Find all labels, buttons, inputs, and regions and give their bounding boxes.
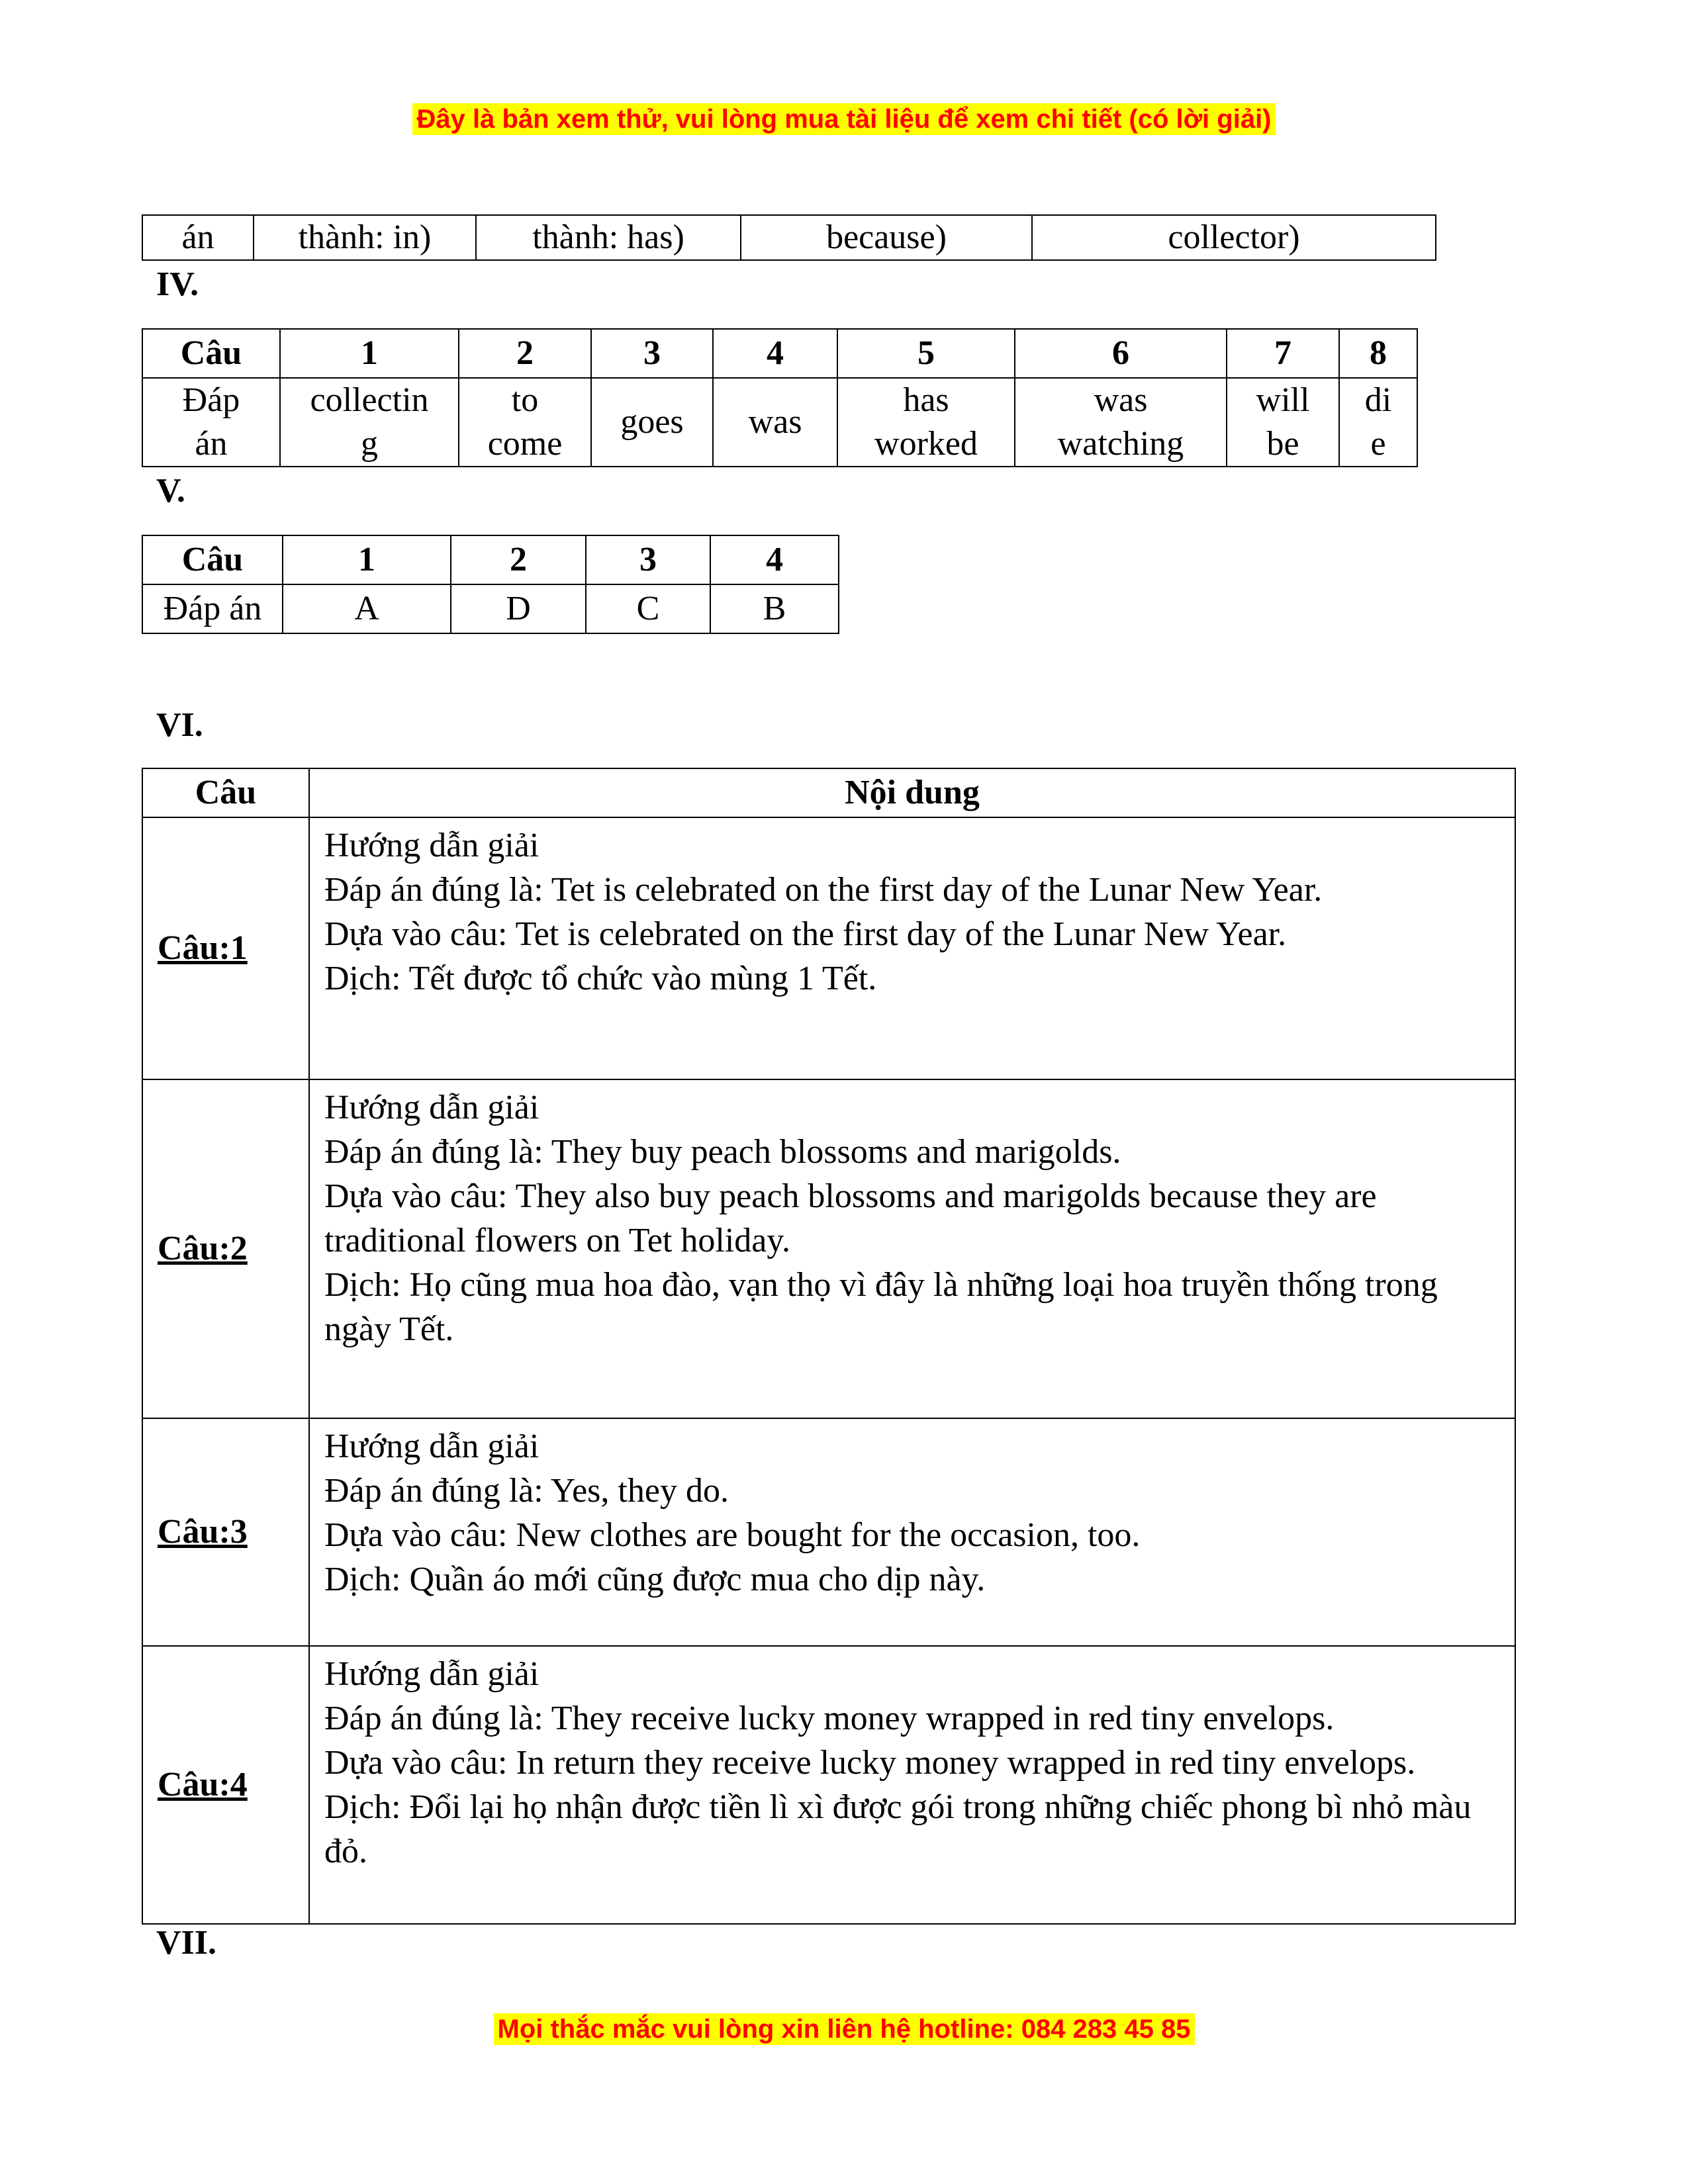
table-row xyxy=(142,817,1515,1079)
table-header-cell: 2 xyxy=(459,329,591,378)
table-row xyxy=(142,215,1436,260)
footer-banner xyxy=(0,2015,1688,2044)
table-header-cell: 2 xyxy=(451,535,586,584)
table-cell: will be xyxy=(1227,378,1339,467)
explanation-line: Hướng dẫn giải xyxy=(324,1655,539,1693)
table-cell: thành: has) xyxy=(476,215,741,260)
table-cell: án xyxy=(142,215,254,260)
explanation-line: Dịch: Quần áo mới cũng được mua cho dịp này. xyxy=(324,1561,986,1598)
table-cell: C xyxy=(586,584,710,633)
table-header-row xyxy=(142,535,839,584)
table-header-cell: 4 xyxy=(710,535,839,584)
answer-table-iii-tail xyxy=(142,214,1436,261)
explanation-line: Dịch: Tết được tổ chức vào mùng 1 Tết. xyxy=(324,960,877,997)
explanation-line: Hướng dẫn giải xyxy=(324,827,539,864)
table-header-row xyxy=(142,329,1417,378)
explanation-line: Đáp án đúng là: Yes, they do. xyxy=(324,1472,729,1510)
explanation-line: Dựa vào câu: They also buy peach blossoms and marigolds because they are traditional flowers on Tet holiday. xyxy=(324,1177,1377,1259)
table-header-cell: Câu xyxy=(142,768,309,817)
table-cell: has worked xyxy=(837,378,1015,467)
answer-table-v xyxy=(142,535,839,634)
table-row xyxy=(142,1646,1515,1924)
section-heading-v: V. xyxy=(156,472,185,510)
table-header-cell: 1 xyxy=(283,535,451,584)
table-cell: was watching xyxy=(1015,378,1227,467)
table-row xyxy=(142,584,839,633)
table-cell: A xyxy=(283,584,451,633)
table-cell: collector) xyxy=(1032,215,1436,260)
table-cell: Đáp án xyxy=(142,584,283,633)
table-cell: goes xyxy=(591,378,713,467)
header-banner-text: Đây là bản xem thử, vui lòng mua tài liệu để xem chi tiết (có lời giải) xyxy=(412,103,1275,135)
table-cell: was xyxy=(713,378,837,467)
explanation-line: Đáp án đúng là: They receive lucky money wrapped in red tiny envelops. xyxy=(324,1700,1335,1737)
table-cell: because) xyxy=(741,215,1032,260)
section-heading-iv: IV. xyxy=(156,265,199,303)
table-cell: di e xyxy=(1339,378,1417,467)
explanation-line: Dựa vào câu: In return they receive lucky money wrapped in red tiny envelops. xyxy=(324,1744,1416,1782)
explanation-line: Dựa vào câu: New clothes are bought for the occasion, too. xyxy=(324,1516,1141,1554)
table-cell: B xyxy=(710,584,839,633)
header-banner xyxy=(0,105,1688,134)
explanation-cell xyxy=(309,1079,1515,1418)
table-cell: Đáp án xyxy=(142,378,280,467)
table-header-cell: 4 xyxy=(713,329,837,378)
question-label: Câu:2 xyxy=(142,1079,309,1418)
table-header-cell: 5 xyxy=(837,329,1015,378)
table-cell: thành: in) xyxy=(254,215,476,260)
table-row xyxy=(142,1079,1515,1418)
explanation-line: Hướng dẫn giải xyxy=(324,1428,539,1465)
table-cell: to come xyxy=(459,378,591,467)
table-header-row xyxy=(142,768,1515,817)
explanation-cell xyxy=(309,1646,1515,1924)
answer-table-iv xyxy=(142,328,1418,467)
table-row xyxy=(142,1418,1515,1646)
explanation-cell xyxy=(309,1418,1515,1646)
table-header-cell: 8 xyxy=(1339,329,1417,378)
explanation-cell xyxy=(309,817,1515,1079)
explanation-table-vi xyxy=(142,768,1516,1925)
question-label: Câu:3 xyxy=(142,1418,309,1646)
footer-banner-text: Mọi thắc mắc vui lòng xin liên hệ hotline: 084 283 45 85 xyxy=(494,2013,1195,2045)
section-heading-vi: VI. xyxy=(156,706,203,744)
explanation-line: Dịch: Họ cũng mua hoa đào, vạn thọ vì đây là những loại hoa truyền thống trong ngày Tết. xyxy=(324,1266,1438,1348)
table-header-cell: 3 xyxy=(591,329,713,378)
explanation-line: Đáp án đúng là: They buy peach blossoms and marigolds. xyxy=(324,1133,1121,1171)
table-row xyxy=(142,378,1417,467)
table-header-cell: 3 xyxy=(586,535,710,584)
table-header-cell: Câu xyxy=(142,329,280,378)
explanation-line: Hướng dẫn giải xyxy=(324,1089,539,1126)
explanation-line: Dựa vào câu: Tet is celebrated on the first day of the Lunar New Year. xyxy=(324,915,1287,953)
table-header-cell: 1 xyxy=(280,329,459,378)
question-label: Câu:4 xyxy=(142,1646,309,1924)
table-cell: collectin g xyxy=(280,378,459,467)
explanation-line: Dịch: Đổi lại họ nhận được tiền lì xì được gói trong những chiếc phong bì nhỏ màu đỏ. xyxy=(324,1788,1472,1870)
table-header-cell: 6 xyxy=(1015,329,1227,378)
question-label: Câu:1 xyxy=(142,817,309,1079)
table-cell: D xyxy=(451,584,586,633)
section-heading-vii: VII. xyxy=(156,1924,217,1962)
table-header-cell: 7 xyxy=(1227,329,1339,378)
table-header-cell: Nội dung xyxy=(309,768,1515,817)
explanation-line: Đáp án đúng là: Tet is celebrated on the first day of the Lunar New Year. xyxy=(324,871,1323,909)
table-header-cell: Câu xyxy=(142,535,283,584)
